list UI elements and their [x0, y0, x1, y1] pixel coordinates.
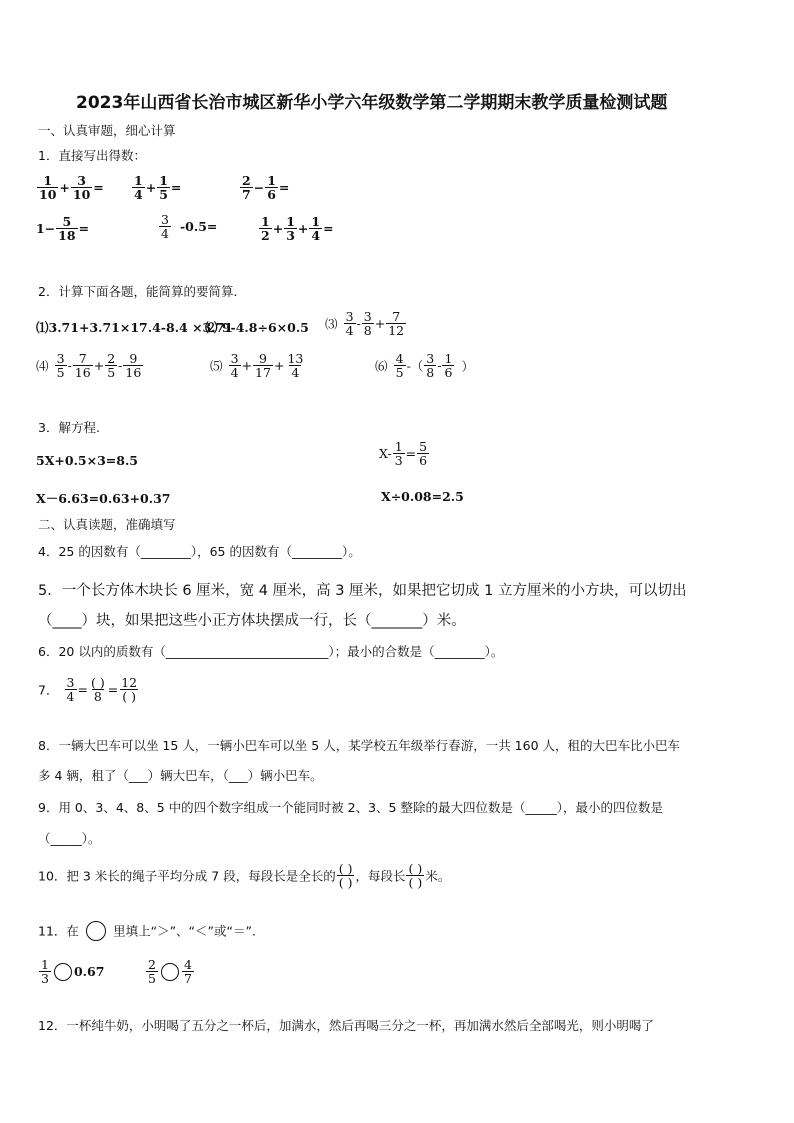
question-11: 11．在 里填上“＞”、“＜”或“＝”.	[38, 920, 256, 941]
equation-1: 5X+0.5×3=8.5	[36, 453, 139, 468]
q1-item-1: $\frac{1}{10}$ + $\frac{3}{10}$ =	[39, 173, 104, 203]
q2-part-1: ⑴3.71+3.71×17.4-8.4 ×3.71	[36, 320, 233, 335]
question-8-line-1: 8．一辆大巴车可以坐 15 人，一辆小巴车可以坐 5 人，某学校五年级举行春游，一共 160 人，租的大巴车比小巴车	[38, 738, 681, 753]
equation-3: X－6.63=0.63+0.37	[36, 491, 171, 506]
circle-blank-icon	[86, 921, 106, 941]
compare-2: $\frac{2}{5}$ $\frac{4}{7}$	[148, 957, 192, 987]
compare-1: $\frac{1}{3}$ 0.67	[41, 957, 105, 987]
equation-4: X÷0.08=2.5	[381, 489, 464, 504]
q1-item-5: $\frac{3}{4}$ -0.5=	[161, 212, 218, 242]
question-5-line-1: 5．一个长方体木块长 6 厘米，宽 4 厘米，高 3 厘米，如果把它切成 1 立方厘米的小方块，可以切出	[38, 583, 687, 599]
question-9-line-2: （_____）。	[38, 831, 101, 846]
q1-item-4: 1− $\frac{5}{18}$ =	[36, 214, 90, 244]
question-5-line-2: （____）块，如果把这些小正方体块摆成一行，长（_______）米。	[38, 613, 466, 629]
section-heading-2: 二、认真读题，准确填写	[38, 517, 176, 532]
q1-item-2: $\frac{1}{4}$ + $\frac{1}{5}$ =	[134, 173, 182, 203]
q2-part-4: ⑷ $\frac{3}{5}$ - $\frac{7}{16}$ + $\frac{2}{5}$ - $\frac{9}{16}$	[36, 351, 142, 381]
question-12: 12．一杯纯牛奶，小明喝了五分之一杯后，加满水，然后再喝三分之一杯，再加满水然后全部喝光，则小明喝了	[38, 1018, 654, 1033]
compare-circle-2[interactable]	[161, 963, 179, 981]
q2-part-6: ⑹ $\frac{4}{5}$ -（ $\frac{3}{8}$ - $\frac{1}{6}$ ）	[375, 351, 474, 381]
page-title: 2023年山西省长治市城区新华小学六年级数学第二学期期末教学质量检测试题	[76, 93, 668, 113]
q2-part-3: ⑶ $\frac{3}{4}$ - $\frac{3}{8}$ + $\frac{7}{12}$	[325, 309, 405, 339]
section-heading-1: 一、认真审题，细心计算	[38, 123, 176, 138]
question-3-heading: 3．解方程.	[38, 420, 100, 435]
question-1-heading: 1．直接写出得数：	[38, 148, 146, 163]
q2-part-5: ⑸ $\frac{3}{4}$ + $\frac{9}{17}$ + $\frac{13}{4}$	[210, 351, 304, 381]
q2-part-2: ⑵ 9-4.8÷6×0.5	[205, 320, 309, 335]
compare-circle-1[interactable]	[54, 963, 72, 981]
question-4: 4．25 的因数有（________），65 的因数有（________）。	[38, 544, 361, 559]
question-7: 7． $\frac{3}{4}$ = $\frac{( )}{8}$ = $\frac{12}{( )}$	[38, 675, 138, 705]
q1-item-3: $\frac{2}{7}$ − $\frac{1}{6}$ =	[242, 173, 290, 203]
question-8-line-2: 多 4 辆，租了（___）辆大巴车，（___）辆小巴车。	[38, 768, 323, 783]
question-9-line-1: 9．用 0、3、4、8、5 中的四个数字组成一个能同时被 2、3、5 整除的最大四位数是（_____），最小的四位数是	[38, 800, 663, 815]
question-6: 6．20 以内的质数有（__________________________）；最小的合数是（________）。	[38, 644, 504, 659]
equation-2: X- $\frac{1}{3}$ = $\frac{5}{6}$	[379, 439, 428, 469]
question-10: 10．把 3 米长的绳子平均分成 7 段，每段长是全长的 $\frac{( )}{( )}$ ，每段长 $\frac{( )}{( )}$ 米。	[38, 861, 451, 891]
q1-item-6: $\frac{1}{2}$ + $\frac{1}{3}$ + $\frac{1}{4}$ =	[261, 214, 334, 244]
question-2-heading: 2．计算下面各题，能简算的要简算.	[38, 284, 238, 299]
